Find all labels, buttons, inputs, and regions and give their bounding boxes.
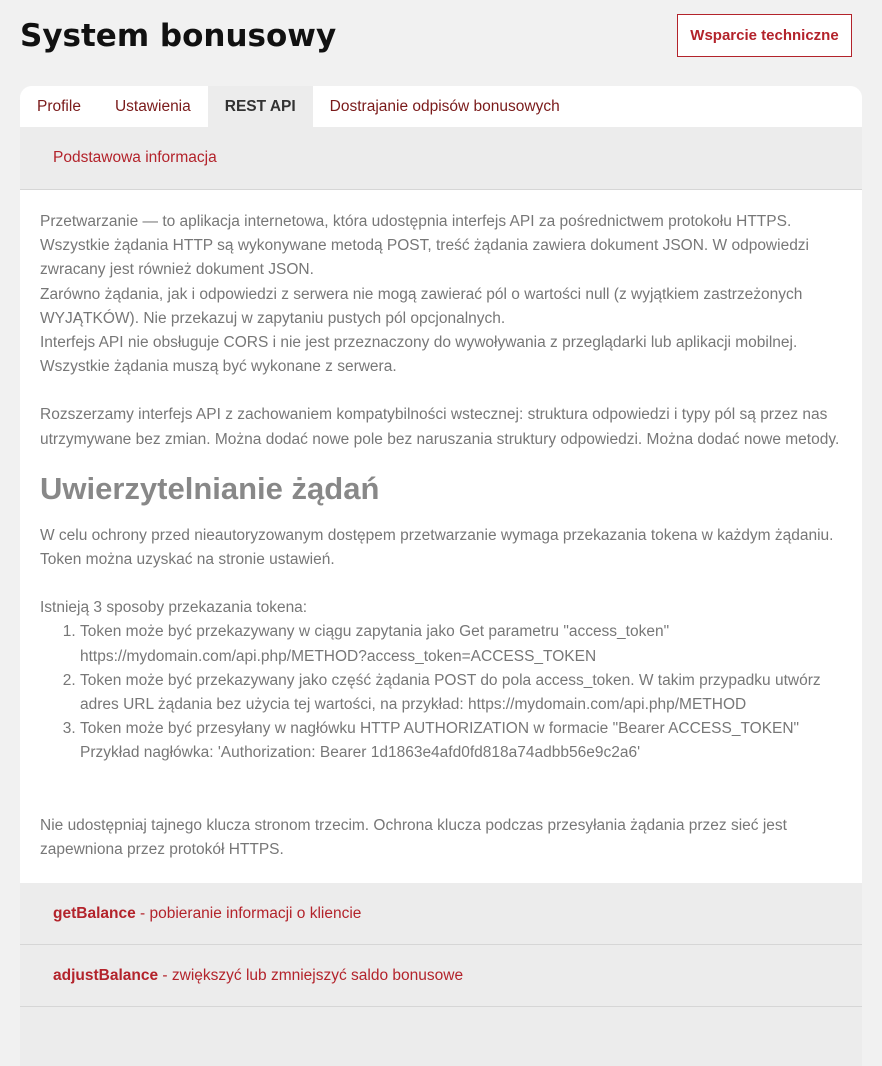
- token-method-3-line1: Token może być przesyłany w nagłówku HTTP AUTHORIZATION w formacie "Bearer ACCESS_TOKEN": [80, 720, 800, 738]
- method-getbalance[interactable]: [20, 883, 862, 945]
- token-method-3-line2: Przykład nagłówka: 'Authorization: Bearer 1d1863e4afd0fd818a74adbb56e9c2a6': [80, 744, 641, 762]
- list-item: [80, 669, 842, 717]
- tab-profile[interactable]: Profile: [37, 98, 81, 115]
- intro-paragraph-2: Wszystkie żądania HTTP są wykonywane metodą POST, treść żądania zawiera dokument JSON. W odpowiedzi zwracany jest również dokument JSON.: [40, 237, 810, 279]
- tab-settings[interactable]: Ustawienia: [114, 98, 191, 115]
- intro-paragraph-1: Przetwarzanie — to aplikacja internetowa, która udostępnia interfejs API za pośrednictwem protokołu HTTPS.: [40, 213, 792, 230]
- token-method-1-line1: Token może być przekazywany w ciągu zapytania jako Get parametru "access_token": [80, 623, 670, 641]
- tab-bonus-adjust[interactable]: Dostrajanie odpisów bonusowych: [329, 98, 560, 115]
- method-row-next[interactable]: [20, 1007, 862, 1066]
- list-item: [80, 717, 842, 765]
- auth-heading: Uwierzytelnianie żądań: [40, 470, 380, 506]
- api-description: [20, 190, 862, 883]
- intro-paragraph-3: Zarówno żądania, jak i odpowiedzi z serwera nie mogą zawierać pól o wartości null (z wyjątkiem zastrzeżonych WYJĄTKÓW). Nie przekazuj w zapytaniu pustych pól opcjonalnych.: [40, 285, 803, 327]
- intro-paragraph-4: Interfejs API nie obsługuje CORS i nie jest przeznaczony do wywoływania z przeglądarki lub aplikacji mobilnej. Wszystkie żądania muszą być wykonane z serwera.: [40, 334, 798, 376]
- auth-paragraph-1: W celu ochrony przed nieautoryzowanym dostępem przetwarzanie wymaga przekazania tokena w każdym żądaniu. Token można uzyskać na stronie ustawień.: [40, 526, 834, 569]
- section-basic-info[interactable]: Podstawowa informacja: [20, 127, 862, 190]
- method-adjustbalance[interactable]: [20, 945, 862, 1007]
- method-name: adjustBalance: [53, 966, 159, 984]
- list-item: [80, 620, 842, 668]
- token-method-1-line2: https://mydomain.com/api.php/METHOD?access_token=ACCESS_TOKEN: [80, 647, 597, 665]
- tab-bar: [20, 86, 862, 127]
- main-card: [20, 86, 862, 1066]
- method-name: getBalance: [53, 904, 136, 922]
- method-description: - zwiększyć lub zmniejszyć saldo bonusowe: [158, 966, 464, 984]
- token-methods-intro: Istnieją 3 sposoby przekazania tokena:: [40, 599, 308, 617]
- intro-paragraph-5: Rozszerzamy interfejs API z zachowaniem kompatybilności wstecznej: struktura odpowiedzi i typy pól są przez nas utrzymywane bez zmian. Można dodać nowe pole bez naruszania struktury odpowiedzi. Można dodać nowe metody.: [40, 406, 840, 448]
- support-button[interactable]: Wsparcie techniczne: [677, 14, 852, 57]
- token-method-2: Token może być przekazywany jako część żądania POST do pola access_token. W takim przypadku utwórz adres URL żądania bez użycia tej wartości, na przykład: https://mydomain.com/api.php/METHOD: [80, 671, 821, 714]
- token-methods-list: [40, 620, 842, 765]
- method-description: - pobieranie informacji o kliencie: [135, 904, 362, 922]
- tab-rest-api[interactable]: REST API: [208, 86, 313, 127]
- page-title: System bonusowy: [20, 18, 337, 54]
- auth-paragraph-2: Nie udostępniaj tajnego klucza stronom trzecim. Ochrona klucza podczas przesyłania żądania przez sieć jest zapewniona przez protokół HTTPS.: [40, 816, 787, 858]
